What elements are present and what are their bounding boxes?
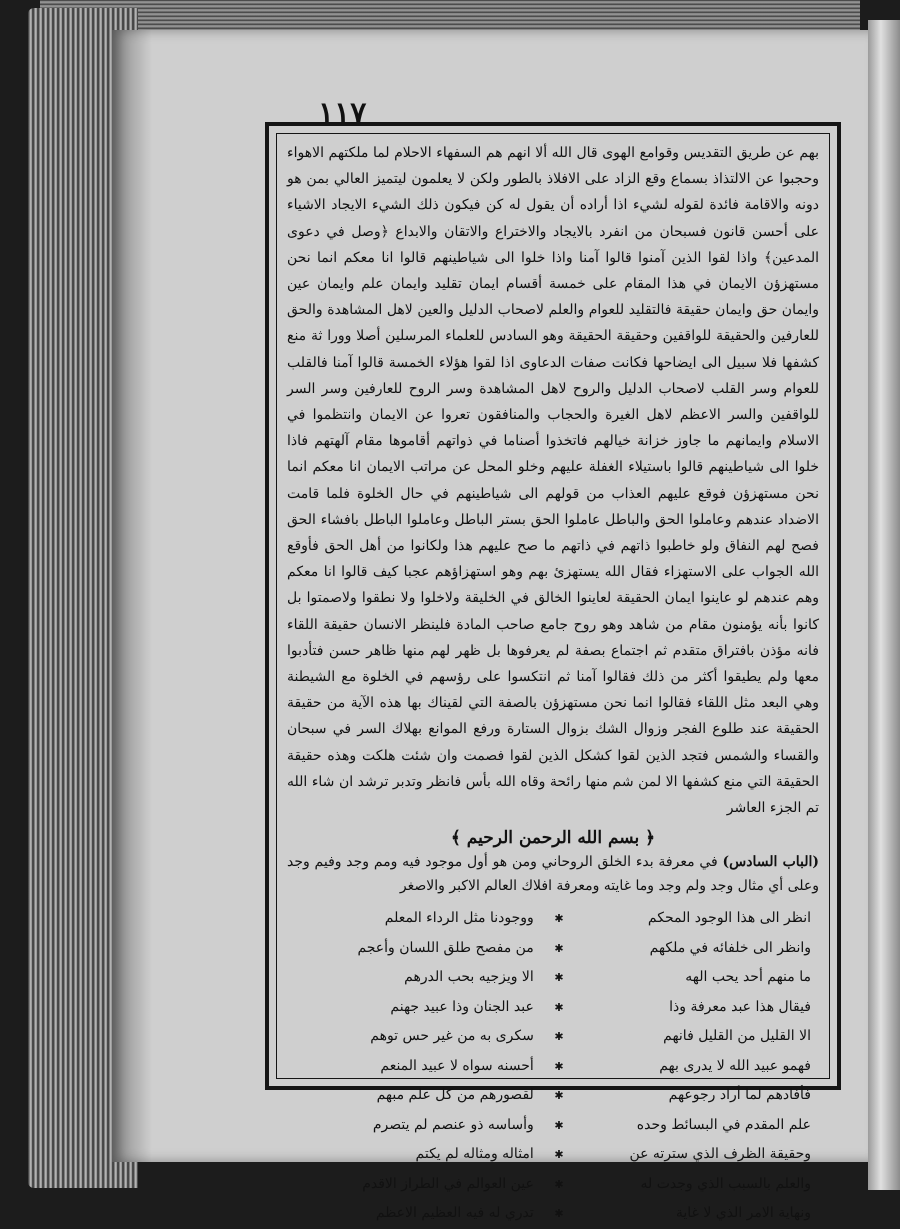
- verse-separator-star: ✱: [554, 1118, 564, 1132]
- verse-separator-star: ✱: [554, 941, 564, 955]
- verse-line: [287, 934, 819, 964]
- verse-separator-star: ✱: [554, 1177, 564, 1191]
- facing-page-edge: [868, 20, 900, 1190]
- verse-separator-star: ✱: [554, 971, 564, 985]
- verse-first-hemistich: فهمو عبيد الله لا يدرى بهم: [659, 1057, 811, 1074]
- verse-separator-star: ✱: [554, 912, 564, 926]
- verse-line: [287, 993, 819, 1023]
- verse-line: [287, 1081, 819, 1111]
- verse-line: [287, 1022, 819, 1052]
- verse-first-hemistich: انظر الى هذا الوجود المحكم: [647, 910, 811, 927]
- prose-paragraph: بهم عن طريق التقديس وقوامع الهوى قال الله ألا انهم هم السفهاء الاحلام لما ملكتهم الاهواء وحجبوا عن الالتذاذ بسماع وقع الزاد على الافلاذ بالطور ولكن لا يعلمون ليتميز العالي بمن هو دونه والاقامة فائدة لقوله لشيء اذا أراده أن يقول له كن فيكون ذلك الشيء الايجاد الاشياء على أحسن قانون فسبحان من انفرد بالايجاد والاختراع والاتقان والابداع ﴿وصل في دعوى المدعين﴾ واذا لقوا الذين آمنوا قالوا آمنا واذا خلوا الى شياطينهم قالوا انا معكم انما نحن مستهزؤن الايمان في هذا المقام على خمسة أقسام ايمان تقليد وايمان علم وايمان عين وايمان حق وايمان حقيقة فالتقليد للعوام والعلم لاصحاب الدليل والعين لاهل المشاهدة والحق للعارفين والحقيقة للواقفين وحقيقة الحقيقة وهو السادس للعلماء المرسلين أصلا وورا ثة منع كشفها فلا سبيل الى ايضاحها فكانت صفات الدعاوى اذا لقوا هؤلاء الخمسة قالوا آمنا فالقلب للعوام وسر القلب لاصحاب الدليل والروح لاهل المشاهدة وسر الروح للعارفين وسر السر للواقفين والسر الاعظم لاهل الغيرة والحجاب والمنافقون تعروا عن الايمان وانتظموا في الاسلام وايمانهم ما جاوز خزانة خيالهم فاتخذوا أصناما في ذواتهم أقاموها مقام آلهتهم فاذا خلوا الى شياطينهم قالوا باستيلاء الغفلة عليهم وخلو المحل عن مراتب الايمان انا معكم انما نحن مستهزؤن فوقع عليهم العذاب من قولهم الى شياطينهم في حال الخلوة فلما قامت الاضداد عندهم وعاملوا الحق والباطل عاملوا الحق بستر الباطل وعاملوا الباطل بافشاء الحق فصح لهم النفاق ولو خاطبوا ذاتهم في ذاتهم ما صح عليهم هذا ولكانوا من أهل الحق فأوقع الله الجواب على الاستهزاء فقال الله يستهزئ بهم وهو استهزاؤهم عجبا كيف قالوا انا معكم وهم عندهم لو عاينوا ايمان الحقيقة لعاينوا الخالق في الخليقة ولاخلوا ولا نطقوا ولاصمتوا بل كانوا بأنه يؤمنون مقام من شاهد وهو روح جامع صاحب المادة فلينظر الانسان حقيقة اللقاء فانه مؤذن بافتراق متقدم ثم اجتماع بصفة لم يعرفوها بل ظهر لهم منها ظاهر حسن فتأدبوا معها ولم يطيقوا أكثر من ذلك فقالوا آمنا ثم انتكسوا على رؤسهم في الخلوة مع الشيطنة وهي البعد مثل اللقاء فقالوا انما نحن مستهزؤن بالصفة التي لقيناك بها هذه الآية من حقيقة الحقيقة عند طلوع الفجر وزوال الشك بزوال الستارة ورفع الموانع بهلاك السر في سبحان والقساء والشمس فتجد الذين لقوا كشكل الذين لقوا فصمت وان شئت هلكت وهذه حقيقة الحقيقة التي منع كشفها الا لمن شم منها رائحة وقاه الله بأس فانظر وتدبر ترشد ان شاء الله تم الجزء العاشر: [287, 145, 819, 817]
- verse-first-hemistich: علم المقدم في البسائط وحده: [636, 1116, 811, 1133]
- verse-first-hemistich: فأفادهم لما أراد رجوعهم: [668, 1087, 811, 1104]
- chapter-title: (الباب السادس): [722, 854, 820, 871]
- verse-second-hemistich: وأساسه ذو عنصم لم يتصرم: [372, 1116, 534, 1133]
- verse-separator-star: ✱: [554, 1148, 564, 1162]
- verse-second-hemistich: لقصورهم من كل علم مبهم: [376, 1087, 534, 1104]
- verse-first-hemistich: وانظر الى خلفائه في ملكهم: [649, 939, 811, 956]
- verse-line: [287, 963, 819, 993]
- verse-second-hemistich: أحسنه سواه لا عبيد المنعم: [380, 1057, 534, 1074]
- verse-first-hemistich: وحقيقة الظرف الذي سترته عن: [629, 1146, 811, 1163]
- verse-separator-star: ✱: [554, 1089, 564, 1103]
- verse-second-hemistich: الا ويزجيه بحب الدرهم: [404, 969, 534, 986]
- verse-second-hemistich: تدري له فيه العظيم الاعظم: [375, 1205, 534, 1222]
- verse-separator-star: ✱: [554, 1059, 564, 1073]
- prose-block: [287, 140, 819, 821]
- verse-second-hemistich: امثاله ومثاله لم يكتم: [415, 1146, 534, 1163]
- chapter-description: في معرفة بدء الخلق الروحاني ومن هو أول موجود فيه ومم وجد وفيم وجد وعلى أي مثال وجد ولم وجد وما غايته ومعرفة افلاك العالم الاكبر والاصغر: [287, 854, 819, 895]
- verse-line: [287, 1199, 819, 1229]
- verse-first-hemistich: الا القليل من القليل فانهم: [663, 1028, 811, 1045]
- verse-second-hemistich: ووجودنا مثل الرداء المعلم: [384, 910, 534, 927]
- chapter-heading: [287, 850, 819, 898]
- verse-first-hemistich: ونهاية الامر الذي لا غاية: [675, 1205, 811, 1222]
- basmala: ﴿ بسم الله الرحمن الرحيم ﴾: [450, 828, 656, 849]
- verse-line: [287, 904, 819, 934]
- verse-line: [287, 1170, 819, 1200]
- text-frame: [265, 122, 841, 1222]
- verse-second-hemistich: عين العوالم في الطراز الاقدم: [362, 1175, 534, 1192]
- verse-line: [287, 1111, 819, 1141]
- verse-line: [287, 1052, 819, 1082]
- verse-separator-star: ✱: [554, 1207, 564, 1221]
- text-frame-inner: [276, 133, 830, 1222]
- verse-first-hemistich: ما منهم أحد يحب الهه: [685, 969, 811, 986]
- verse-second-hemistich: عبد الجنان وذا عبيد جهنم: [390, 998, 534, 1015]
- gutter-shadow: [112, 30, 152, 1162]
- verse-first-hemistich: فيقال هذا عبد معرفة وذا: [669, 998, 811, 1015]
- verse-second-hemistich: سكرى به من غير حس توهم: [370, 1028, 534, 1045]
- verse-separator-star: ✱: [554, 1030, 564, 1044]
- page-number: ١١٧: [318, 96, 367, 131]
- verse-second-hemistich: من مفصح طلق اللسان وأعجم: [357, 939, 534, 956]
- poem: [287, 904, 819, 1229]
- verse-line: [287, 1140, 819, 1170]
- verse-first-hemistich: والعلم بالسبب الذي وجدت له: [640, 1175, 811, 1192]
- verse-separator-star: ✱: [554, 1000, 564, 1014]
